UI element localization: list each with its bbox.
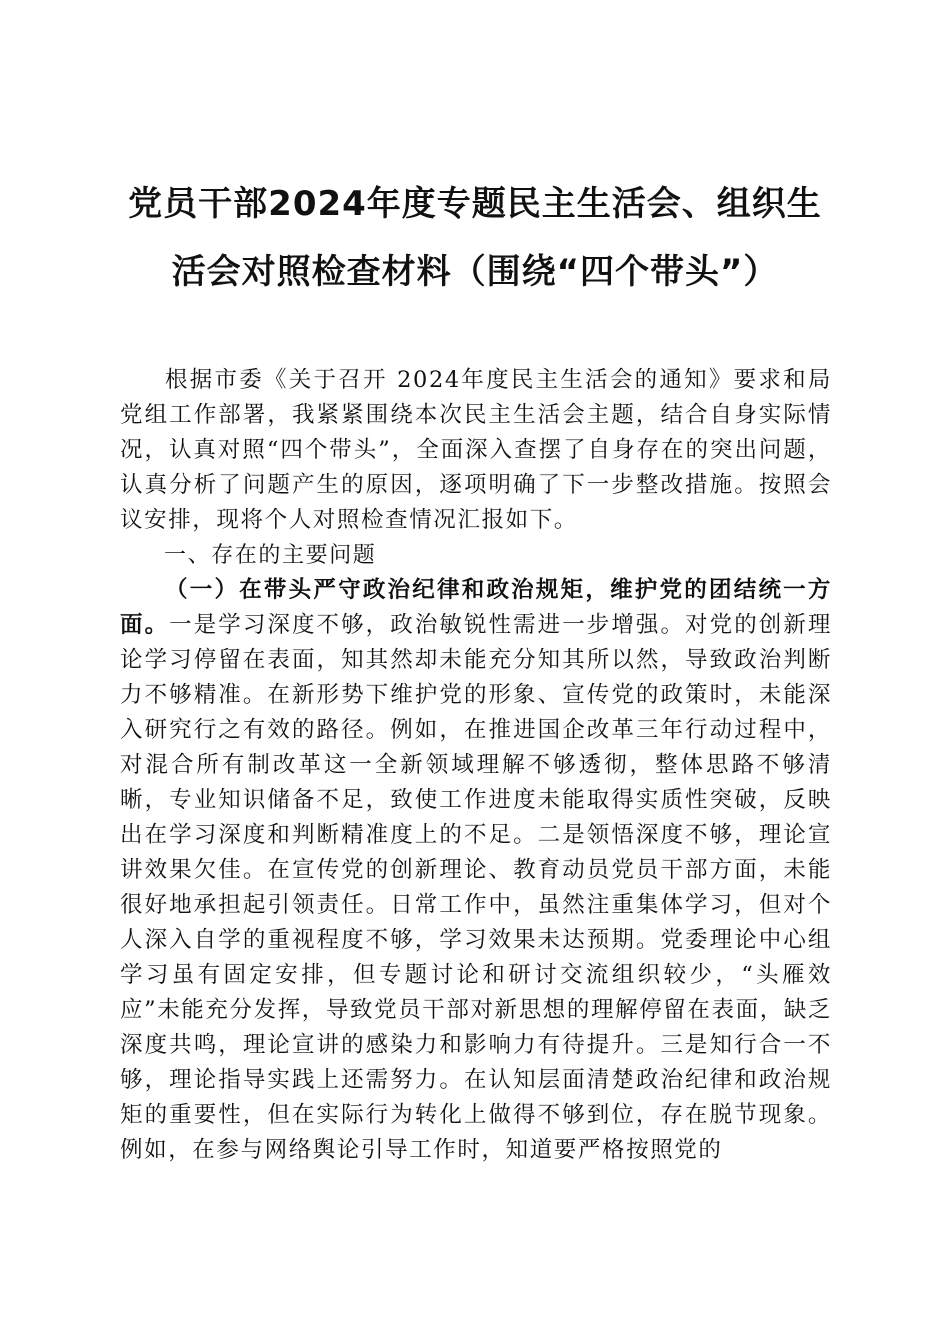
- document-body: [120, 363, 832, 1168]
- subsection-paragraph: [120, 573, 832, 1168]
- document-title: 党员干部2024年度专题民主生活会、组织生活会对照检查材料（围绕“四个带头”）: [128, 184, 822, 292]
- section-heading: 一、存在的主要问题: [164, 543, 377, 568]
- intro-paragraph: 根据市委《关于召开 2024年度民主生活会的通知》要求和局党组工作部署，我紧紧围绕本次民主生活会主题，结合自身实际情况，认真对照“四个带头”，全面深入查摆了自身存在的突出问题，认真分析了问题产生的原因，逐项明确了下一步整改措施。按照会议安排，现将个人对照检查情况汇报如下。: [120, 367, 832, 533]
- subsection-body: 一是学习深度不够，政治敏锐性需进一步增强。对党的创新理论学习停留在表面，知其然却未能充分知其所以然，导致政治判断力不够精准。在新形势下维护党的形象、宣传党的政策时，未能深入研究行之有效的路径。例如，在推进国企改革三年行动过程中，对混合所有制改革这一全新领域理解不够透彻，整体思路不够清晰，专业知识储备不足，致使工作进度未能取得实质性突破，反映出在学习深度和判断精准度上的不足。二是领悟深度不够，理论宣讲效果欠佳。在宣传党的创新理论、教育动员党员干部方面，未能很好地承担起引领责任。日常工作中，虽然注重集体学习，但对个人深入自学的重视程度不够，学习效果未达预期。党委理论中心组学习虽有固定安排，但专题讨论和研讨交流组织较少，“头雁效应”未能充分发挥，导致党员干部对新思想的理解停留在表面，缺乏深度共鸣，理论宣讲的感染力和影响力有待提升。三是知行合一不够，理论指导实践上还需努力。在认知层面清楚政治纪律和政治规矩的重要性，但在实际行为转化上做得不够到位，存在脱节现象。例如，在参与网络舆论引导工作时，知道要严格按照党的: [120, 612, 833, 1163]
- subsection-heading: （一）在带头严守政治纪律和政治规矩，维护党的团结统一方面。: [120, 577, 832, 638]
